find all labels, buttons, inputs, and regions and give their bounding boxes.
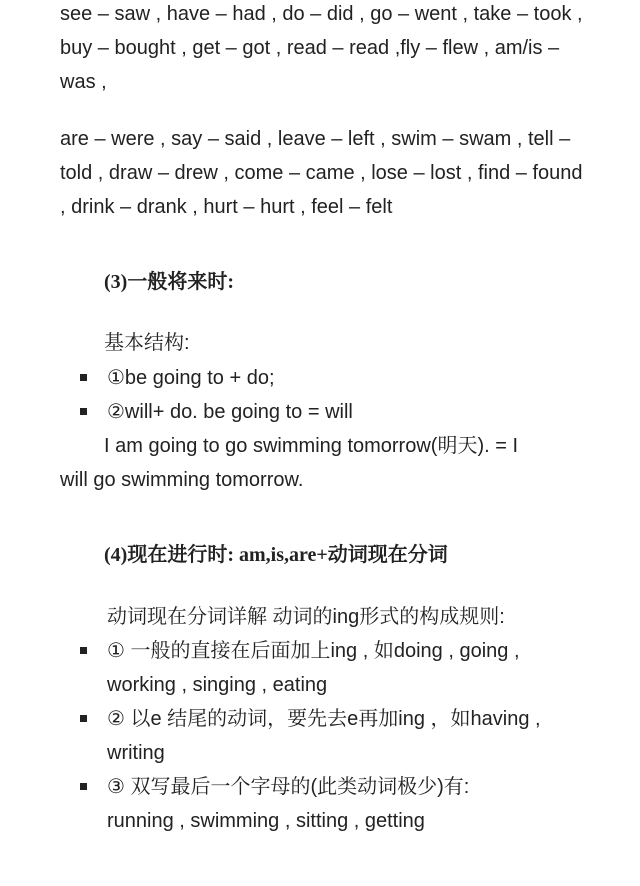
bullet-square-icon — [80, 408, 87, 415]
structure-item-1: ①be going to + do; — [107, 367, 275, 389]
bullet-square-icon — [80, 783, 87, 790]
past-tense-forms-paragraph-1: see – saw , have – had , do – did , go – went , take – took , buy – bought , get – got , read – read ,fly – flew , am/is – was , — [60, 3, 583, 93]
structure-label: 基本结构: — [104, 332, 190, 354]
ing-rules-intro: 动词现在分词详解 动词的ing形式的构成规则: — [107, 606, 505, 628]
section-4-heading: (4)现在进行时: am,is,are+动词现在分词 — [104, 544, 448, 566]
bullet-square-icon — [80, 647, 87, 654]
bullet-square-icon — [80, 715, 87, 722]
ing-rule-2: ② 以e 结尾的动词，要先去e再加ing ，如having , writing — [107, 708, 541, 764]
ing-rule-1: ① 一般的直接在后面加上ing , 如doing , going , working , singing , eating — [107, 640, 520, 696]
past-tense-forms-paragraph-2: are – were , say – said , leave – left , swim – swam , tell – told , draw – drew , come – came , lose – lost , find – found , drink – drank , hurt – hurt , feel – felt — [60, 128, 583, 218]
structure-item-2: ②will+ do. be going to = will — [107, 401, 353, 423]
ing-rule-3: ③ 双写最后一个字母的(此类动词极少)有: running , swimming , sitting , getting — [107, 776, 470, 832]
bullet-square-icon — [80, 374, 87, 381]
example-sentence-line-2: will go swimming tomorrow. — [60, 469, 304, 491]
section-3-heading: (3)一般将来时: — [104, 271, 234, 293]
example-sentence-line-1: I am going to go swimming tomorrow(明天). = I — [104, 435, 519, 457]
